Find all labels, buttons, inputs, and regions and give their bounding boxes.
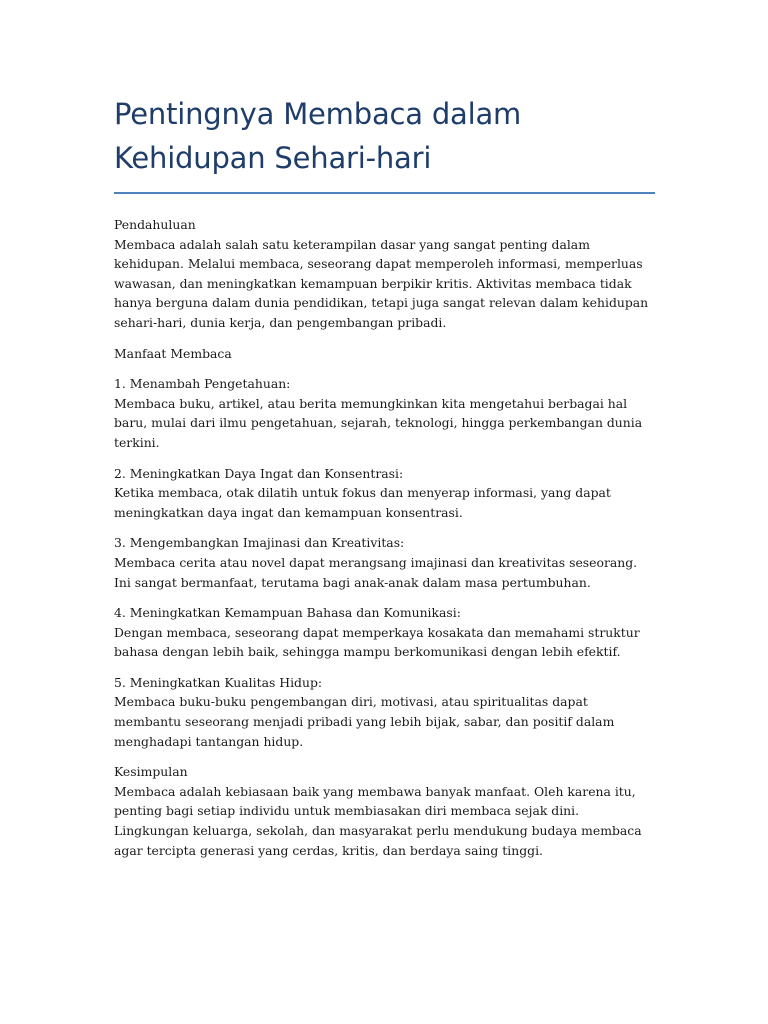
section-heading: Pendahuluan <box>114 217 196 232</box>
section-heading: Manfaat Membaca <box>114 345 232 361</box>
document-page <box>114 92 656 871</box>
section-introduction <box>114 215 656 333</box>
document-title: Pentingnya Membaca dalam Kehidupan Sehari-hari <box>114 97 522 175</box>
benefit-heading: 5. Meningkatkan Kualitas Hidup: <box>114 674 323 690</box>
section-body: Membaca adalah kebiasaan baik yang membawa banyak manfaat. Oleh karena itu, penting bagi setiap individu untuk membiasakan diri membaca sejak dini. Lingkungan keluarga, sekolah, dan masyarakat perlu mendukung budaya membaca agar tercipta generasi yang cerdas, kritis, dan berdaya saing tinggi. <box>114 783 642 858</box>
section-benefits <box>114 344 656 364</box>
benefit-item <box>114 533 656 592</box>
benefit-body: Ketika membaca, otak dilatih untuk fokus dan menyerap informasi, yang dapat meningkatkan daya ingat dan kemampuan konsentrasi. <box>114 485 611 520</box>
section-heading: Kesimpulan <box>114 764 188 780</box>
benefit-heading: 4. Meningkatkan Kemampuan Bahasa dan Komunikasi: <box>114 605 461 621</box>
benefit-heading: 1. Menambah Pengetahuan: <box>114 376 291 392</box>
benefit-body: Membaca buku-buku pengembangan diri, motivasi, atau spiritualitas dapat membantu seseorang menjadi pribadi yang lebih bijak, sabar, dan positif dalam menghadapi tantangan hidup. <box>114 694 615 749</box>
benefit-item <box>114 374 656 452</box>
benefit-item <box>114 603 656 662</box>
benefit-item <box>114 464 656 523</box>
benefit-item <box>114 673 656 751</box>
section-body: Membaca adalah salah satu keterampilan dasar yang sangat penting dalam kehidupan. Melalui membaca, seseorang dapat memperoleh informasi, memperluas wawasan, dan meningkatkan kemampuan berpikir kritis. Aktivitas membaca tidak hanya berguna dalam dunia pendidikan, tetapi juga sangat relevan dalam kehidupan sehari-hari, dunia kerja, dan pengembangan pribadi. <box>114 236 649 330</box>
document-body <box>114 215 656 860</box>
benefit-body: Dengan membaca, seseorang dapat memperkaya kosakata dan memahami struktur bahasa dengan lebih baik, sehingga mampu berkomunikasi dengan lebih efektif. <box>114 624 640 660</box>
benefit-body: Membaca buku, artikel, atau berita memungkinkan kita mengetahui berbagai hal baru, mulai dari ilmu pengetahuan, sejarah, teknologi, hingga perkembangan dunia terkini. <box>114 395 643 450</box>
benefit-heading: 3. Mengembangkan Imajinasi dan Kreativitas: <box>114 535 405 551</box>
benefit-body: Membaca cerita atau novel dapat merangsang imajinasi dan kreativitas seseorang. Ini sangat bermanfaat, terutama bagi anak-anak dalam masa pertumbuhan. <box>114 554 638 590</box>
title-underline <box>114 192 655 194</box>
benefit-heading: 2. Meningkatkan Daya Ingat dan Konsentrasi: <box>114 465 404 481</box>
section-conclusion <box>114 762 656 860</box>
